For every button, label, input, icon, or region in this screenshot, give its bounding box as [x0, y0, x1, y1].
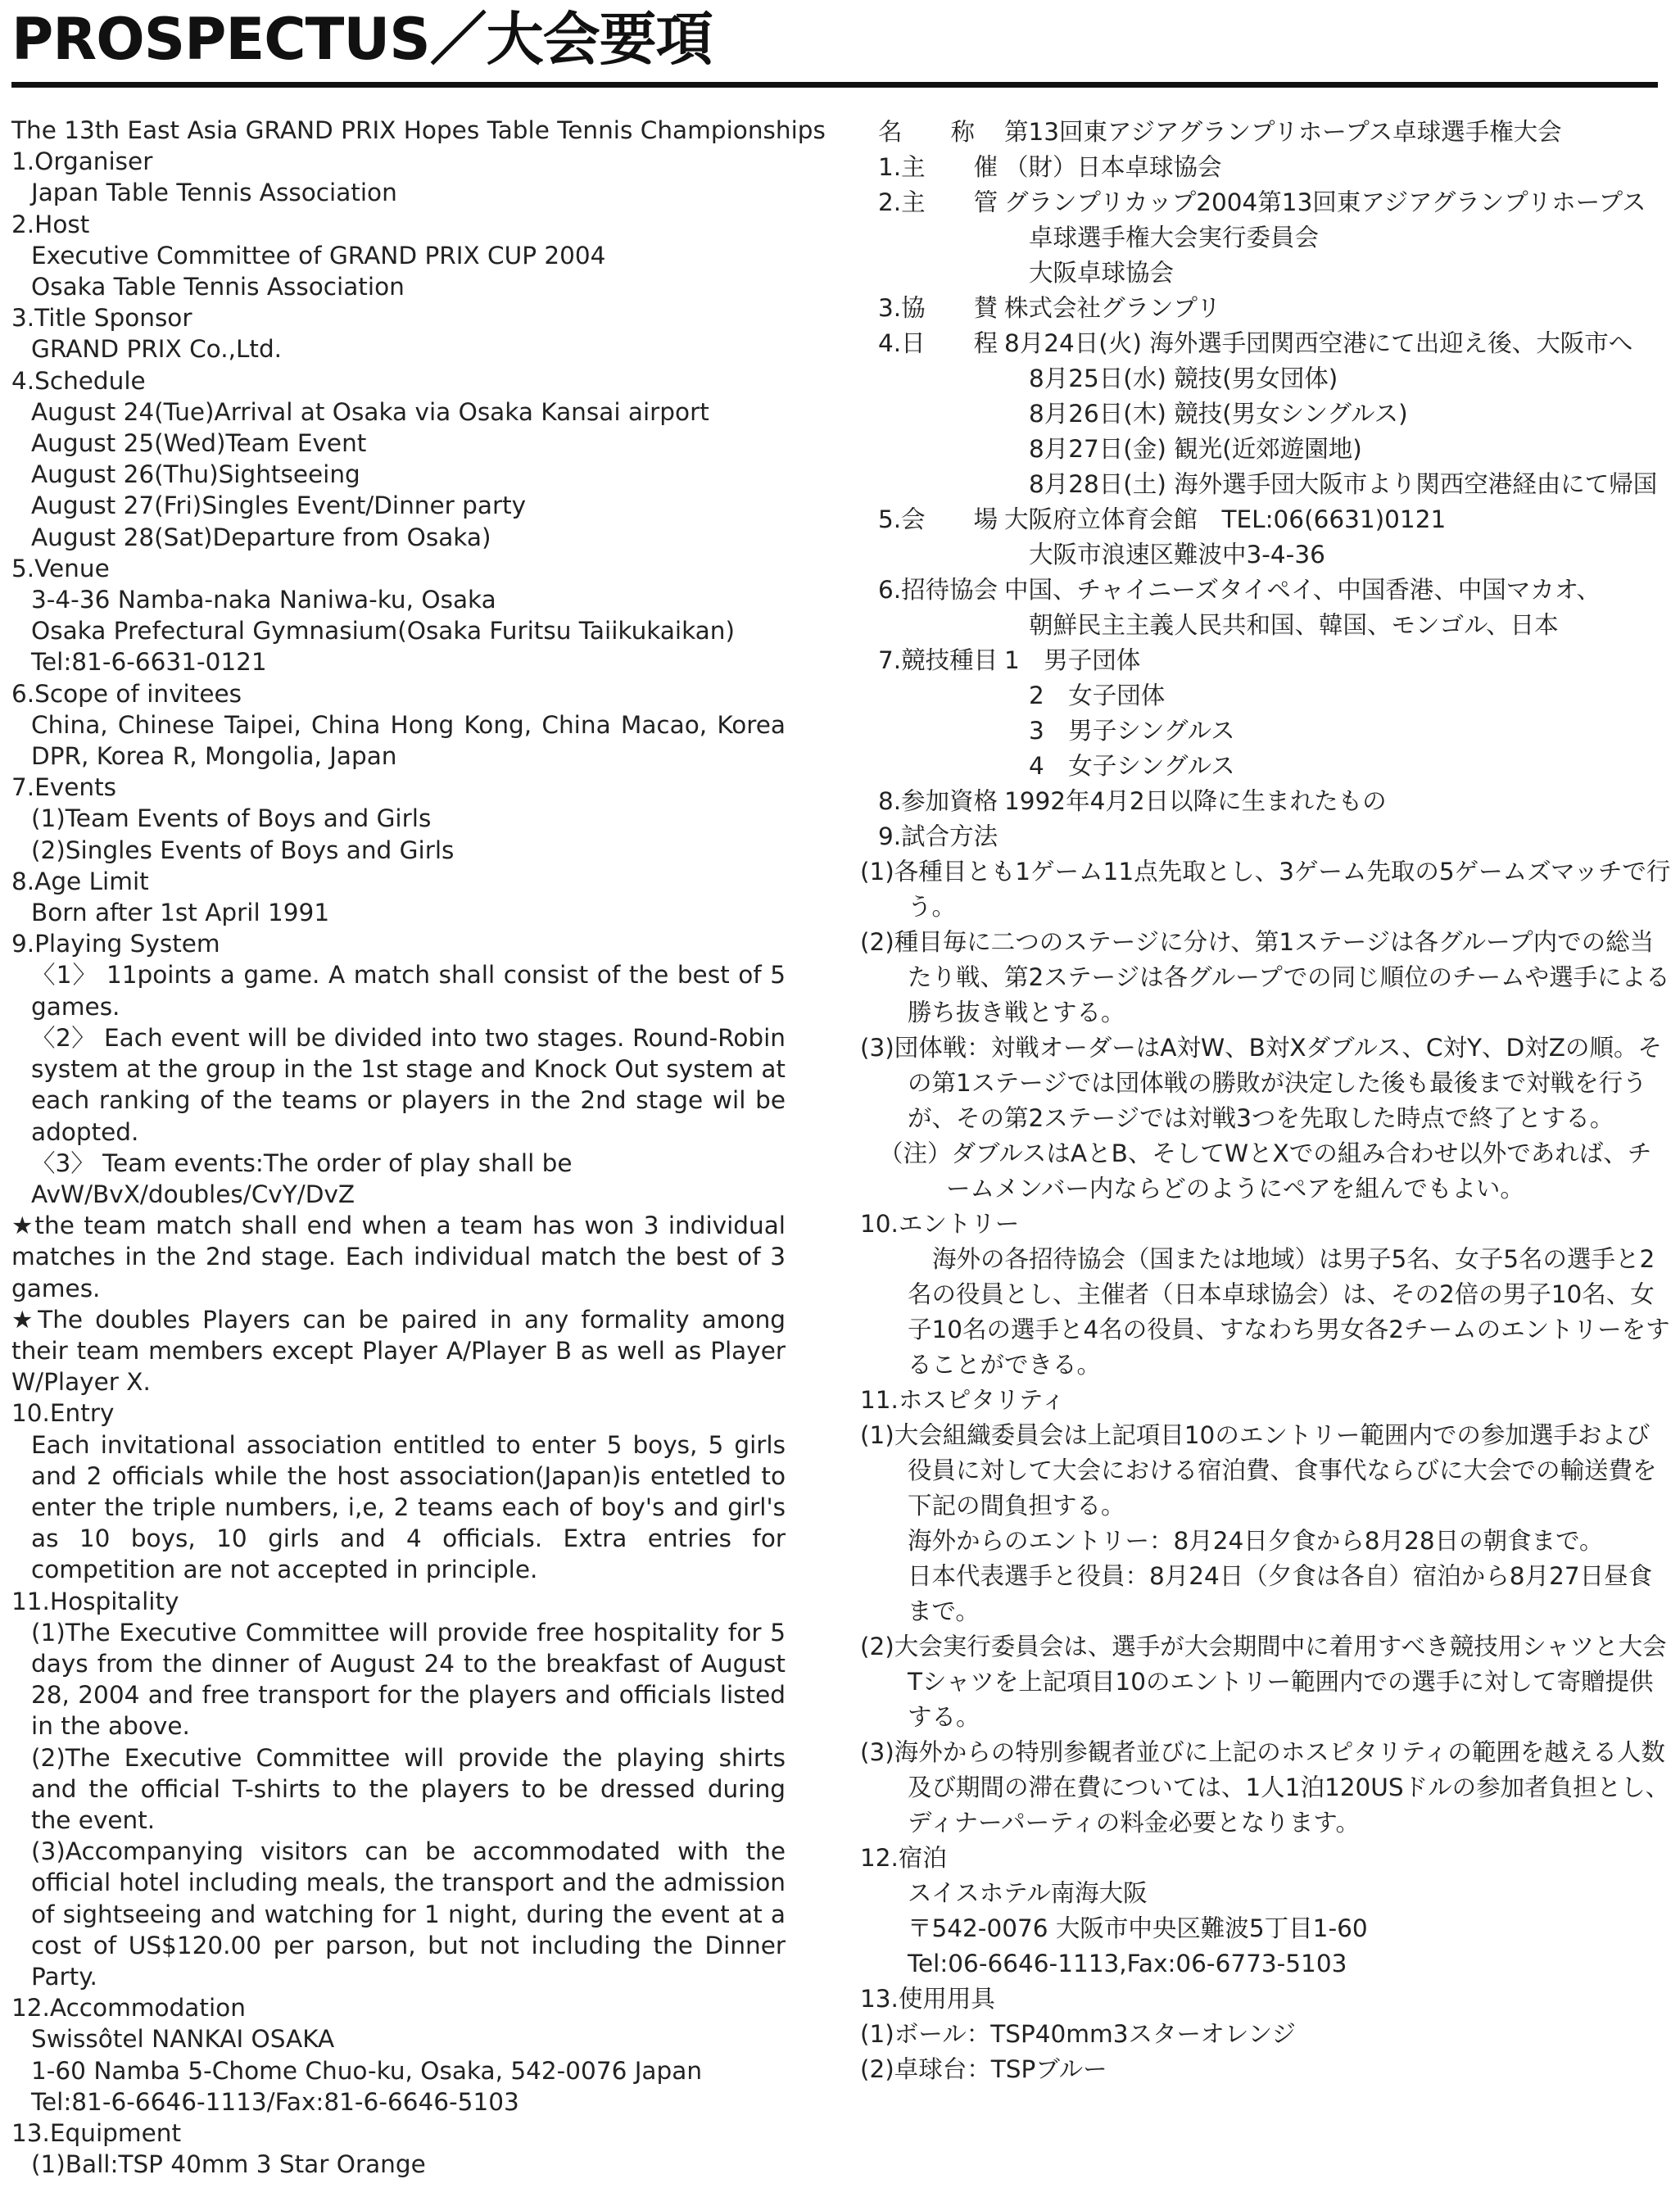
entry-paragraph: 海外の各招待協会（国または地域）は男子5名、女子5名の選手と2名の役員とし、主催者（日本卓球協会）は、その2倍の男子10名、女子10名の選手と4名の役員、すなわち男女各2チームのエントリーをすることができる。 [908, 1245, 1670, 1379]
prospectus-line: Tel:81-6-6646-1113/Fax:81-6-6646-5103 [31, 2087, 519, 2116]
prospectus-line: (3)Accompanying visitors can be accommodated with the official hotel including meals, the transport and the admission of sightseeing and watching for 1 night, during the event at a cost of US$120.00 per parson, but not including the Dinner Party. [31, 1837, 786, 1991]
event-line: 2 女子団体 [1029, 682, 1166, 709]
prospectus-heading: 13.Equipment [11, 2119, 182, 2147]
prospectus-heading: 7.Events [11, 773, 117, 802]
section-heading-accommodation: 12.宿泊 [860, 1844, 947, 1872]
prospectus-heading: 11.Hospitality [11, 1587, 179, 1615]
item-2 [860, 185, 1671, 220]
item-3 [860, 291, 1671, 326]
item-continuation: 大阪市浪速区難波中3-4-36 [1029, 541, 1325, 569]
schedule-line: 8月28日(土) 海外選手団大阪市より関西空港経由にて帰国 [1029, 470, 1658, 498]
prospectus-line: AvW/BvX/doubles/CvY/DvZ [31, 1180, 355, 1208]
schedule-line: 8月27日(金) 観光(近郊遊園地) [1029, 435, 1362, 463]
prospectus-line: Swissôtel NANKAI OSAKA [31, 2025, 335, 2054]
item-label: 9.試合方法 [878, 822, 998, 850]
item-continuation: 大阪卓球協会 [1029, 259, 1175, 287]
page-title: PROSPECTUS／大会要項 [11, 6, 713, 73]
hospitality-paragraph: (2)大会実行委員会は、選手が大会期間中に着用すべき競技用シャツと大会Tシャツを上記項目10のエントリー範囲内での選手に対して寄贈提供する。 [860, 1633, 1667, 1731]
prospectus-line: Executive Committee of GRAND PRIX CUP 2004 [31, 241, 606, 270]
prospectus-line: 〈2〉 Each event will be divided into two stages. Round-Robin system at the group in the 1st stage and Knock Out system at each ranking of the teams or players in the 2nd stage wil be adopted. [31, 1023, 786, 1146]
prospectus-line: August 26(Thu)Sightseeing [31, 460, 360, 489]
prospectus-line: Japan Table Tennis Association [31, 179, 397, 207]
item-value: 中国、チャイニーズタイペイ、中国香港、中国マカオ、 [1004, 576, 1601, 604]
prospectus-heading: 8.Age Limit [11, 867, 149, 895]
item-7 [860, 643, 1671, 678]
section-heading-entry: 10.エントリー [860, 1210, 1020, 1238]
prospectus-heading: The 13th East Asia GRAND PRIX Hopes Table Tennis Championships [11, 116, 826, 144]
english-column [11, 115, 826, 2180]
prospectus-heading: 9.Playing System [11, 930, 220, 958]
prospectus-line: (1)Ball:TSP 40mm 3 Star Orange [31, 2150, 426, 2179]
item-continuation: 朝鮮民主主義人民共和国、韓国、モンゴル、日本 [1029, 611, 1559, 639]
prospectus-heading: 3.Title Sponsor [11, 304, 192, 333]
event-line: 3 男子シングルス [1029, 717, 1235, 745]
prospectus-heading: 10.Entry [11, 1399, 115, 1428]
item-8 [860, 784, 1671, 819]
equipment-ball: (1)ボール：TSP40mm3スターオレンジ [860, 2020, 1296, 2048]
playing-system-paragraph: (2)種目毎に二つのステージに分け、第1ステージは各グループ内での総当たり戦、第2ステージは各グループでの同じ順位のチームや選手による勝ち抜き戦とする。 [860, 928, 1670, 1026]
hospitality-paragraph: (1)大会組織委員会は上記項目10のエントリー範囲内での参加選手および役員に対して大会における宿泊費、食事代ならびに大会での輸送費を下記の間負担する。 [860, 1421, 1657, 1520]
prospectus-line: Born after 1st April 1991 [31, 899, 330, 927]
prospectus-line: (2)The Executive Committee will provide the playing shirts and the official T-shirts to the players to be dressed during the event. [31, 1743, 786, 1834]
prospectus-heading: 12.Accommodation [11, 1994, 246, 2023]
item-5 [860, 502, 1671, 537]
item-label: 7.競技種目 [878, 646, 998, 674]
item-continuation: 卓球選手権大会実行委員会 [1029, 224, 1320, 251]
prospectus-line: 〈1〉 11points a game. A match shall consist of the best of 5 games. [31, 961, 786, 1021]
schedule-line: 8月25日(水) 競技(男女団体) [1029, 365, 1338, 392]
item-9 [860, 819, 1671, 854]
item-label: 5.会 場 [878, 505, 998, 533]
item-value: （財）日本卓球協会 [1004, 153, 1222, 181]
event-line: 4 女子シングルス [1029, 752, 1235, 780]
prospectus-line: (1)The Executive Committee will provide free hospitality for 5 days from the dinner of August 24 to the breakfast of August 28, 2004 and free transport for the players and officials listed in the above. [31, 1618, 786, 1741]
prospectus-heading: 2.Host [11, 210, 90, 238]
section-heading-hospitality: 11.ホスピタリティ [860, 1386, 1066, 1414]
prospectus-line: GRAND PRIX Co.,Ltd. [31, 335, 283, 364]
item-value: 1992年4月2日以降に生まれたもの [1004, 787, 1387, 815]
item-label: 4.日 程 [878, 329, 998, 357]
prospectus-line: Tel:81-6-6631-0121 [31, 648, 267, 677]
prospectus-note: ★the team match shall end when a team has won 3 individual matches in the 2nd stage. Each individual match the best of 3 games. [11, 1212, 786, 1302]
hospitality-detail: 日本代表選手と役員：8月24日（夕食は各自）宿泊から8月27日昼食まで。 [908, 1562, 1653, 1625]
prospectus-line: August 27(Fri)Singles Event/Dinner party [31, 491, 527, 520]
prospectus-line: China, Chinese Taipei, China Hong Kong, China Macao, Korea DPR, Korea R, Mongolia, Japan [31, 710, 786, 771]
hotel-address: 〒542-0076 大阪市中央区難波5丁目1-60 [908, 1914, 1368, 1942]
prospectus-heading: 5.Venue [11, 554, 110, 582]
title-rule [11, 82, 1658, 88]
prospectus-line: Osaka Prefectural Gymnasium(Osaka Furitsu Taiikukaikan) [31, 617, 735, 646]
hospitality-paragraph: (3)海外からの特別参観者並びに上記のホスピタリティの範囲を越える人数及び期間の滞在費については、1人1泊120USドルの参加者負担とし、ディナーパーティの料金必要となります。 [860, 1738, 1670, 1837]
item-4 [860, 326, 1671, 361]
prospectus-line: August 28(Sat)Departure from Osaka) [31, 523, 491, 551]
prospectus-line: Osaka Table Tennis Association [31, 273, 405, 301]
item-label: 2.主 管 [878, 188, 998, 216]
item-1 [860, 150, 1671, 185]
item-value: 大阪府立体育会館 TEL:06(6631)0121 [1004, 505, 1447, 533]
item-value: 第13回東アジアグランプリホープス卓球選手権大会 [1004, 118, 1562, 146]
playing-system-paragraph: (1)各種目とも1ゲーム11点先取とし、3ゲーム先取の5ゲームズマッチで行う。 [860, 858, 1671, 921]
item-value: 8月24日(火) 海外選手団関西空港にて出迎え後、大阪市へ [1004, 329, 1633, 357]
playing-system-paragraph: (3)団体戦：対戦オーダーはA対W、B対Xダブルス、C対Y、D対Zの順。その第1ステージでは団体戦の勝敗が決定した後も最後まで対戦を行うが、その第2ステージでは対戦3つを先取した時点で終了とする。 [860, 1034, 1662, 1132]
prospectus-line: (1)Team Events of Boys and Girls [31, 804, 432, 833]
hotel-name: スイスホテル南海大阪 [908, 1879, 1148, 1907]
doubles-note: （注）ダブルスはAとB、そしてWとXでの組み合わせ以外であれば、チームメンバー内ならどのようにペアを組んでもよい。 [879, 1139, 1652, 1203]
item-label: 6.招待協会 [878, 576, 998, 604]
item-label: 1.主 催 [878, 153, 998, 181]
prospectus-line: August 24(Tue)Arrival at Osaka via Osaka Kansai airport [31, 397, 709, 426]
item-label: 3.協 賛 [878, 294, 998, 322]
prospectus-line: 〈3〉 Team events:The order of play shall be [31, 1148, 573, 1177]
prospectus-line: (2)Singles Events of Boys and Girls [31, 836, 455, 864]
item-value: 1 男子団体 [1004, 646, 1141, 674]
prospectus-heading: 6.Scope of invitees [11, 679, 242, 708]
prospectus-line: Each invitational association entitled to enter 5 boys, 5 girls and 2 officials while the host association(Japan)is entetled to enter the triple numbers, i,e, 2 teams each of boy's and girl's as 10 boys, 10 girls and 4 officials. Extra entries for competition are not accepted in principle. [31, 1430, 786, 1584]
prospectus-note: ★The doubles Players can be paired in any formality among their team members except Player A/Player B as well as Player W/Player X. [11, 1305, 786, 1397]
section-heading-equipment: 13.使用用具 [860, 1985, 995, 2013]
item-label: 8.参加資格 [878, 787, 998, 815]
item-value: 株式会社グランプリ [1004, 294, 1221, 322]
schedule-line: 8月26日(木) 競技(男女シングルス) [1029, 400, 1408, 428]
prospectus-line: 3-4-36 Namba-naka Naniwa-ku, Osaka [31, 586, 496, 614]
prospectus-heading: 1.Organiser [11, 147, 153, 176]
prospectus-heading: 4.Schedule [11, 366, 146, 395]
item-label: 名 称 [878, 118, 976, 146]
item-6 [860, 573, 1671, 608]
hotel-phone: Tel:06-6646-1113,Fax:06-6773-5103 [908, 1950, 1347, 1977]
japanese-column [860, 115, 1671, 2087]
prospectus-line: August 25(Wed)Team Event [31, 429, 367, 458]
hospitality-detail: 海外からのエントリー：8月24日夕食から8月28日の朝食まで。 [908, 1527, 1604, 1555]
item-name [860, 115, 1671, 150]
item-value: グランプリカップ2004第13回東アジアグランプリホープス [1004, 188, 1646, 216]
equipment-table: (2)卓球台：TSPブルー [860, 2055, 1107, 2083]
prospectus-line: 1-60 Namba 5-Chome Chuo-ku, Osaka, 542-0076 Japan [31, 2056, 703, 2085]
